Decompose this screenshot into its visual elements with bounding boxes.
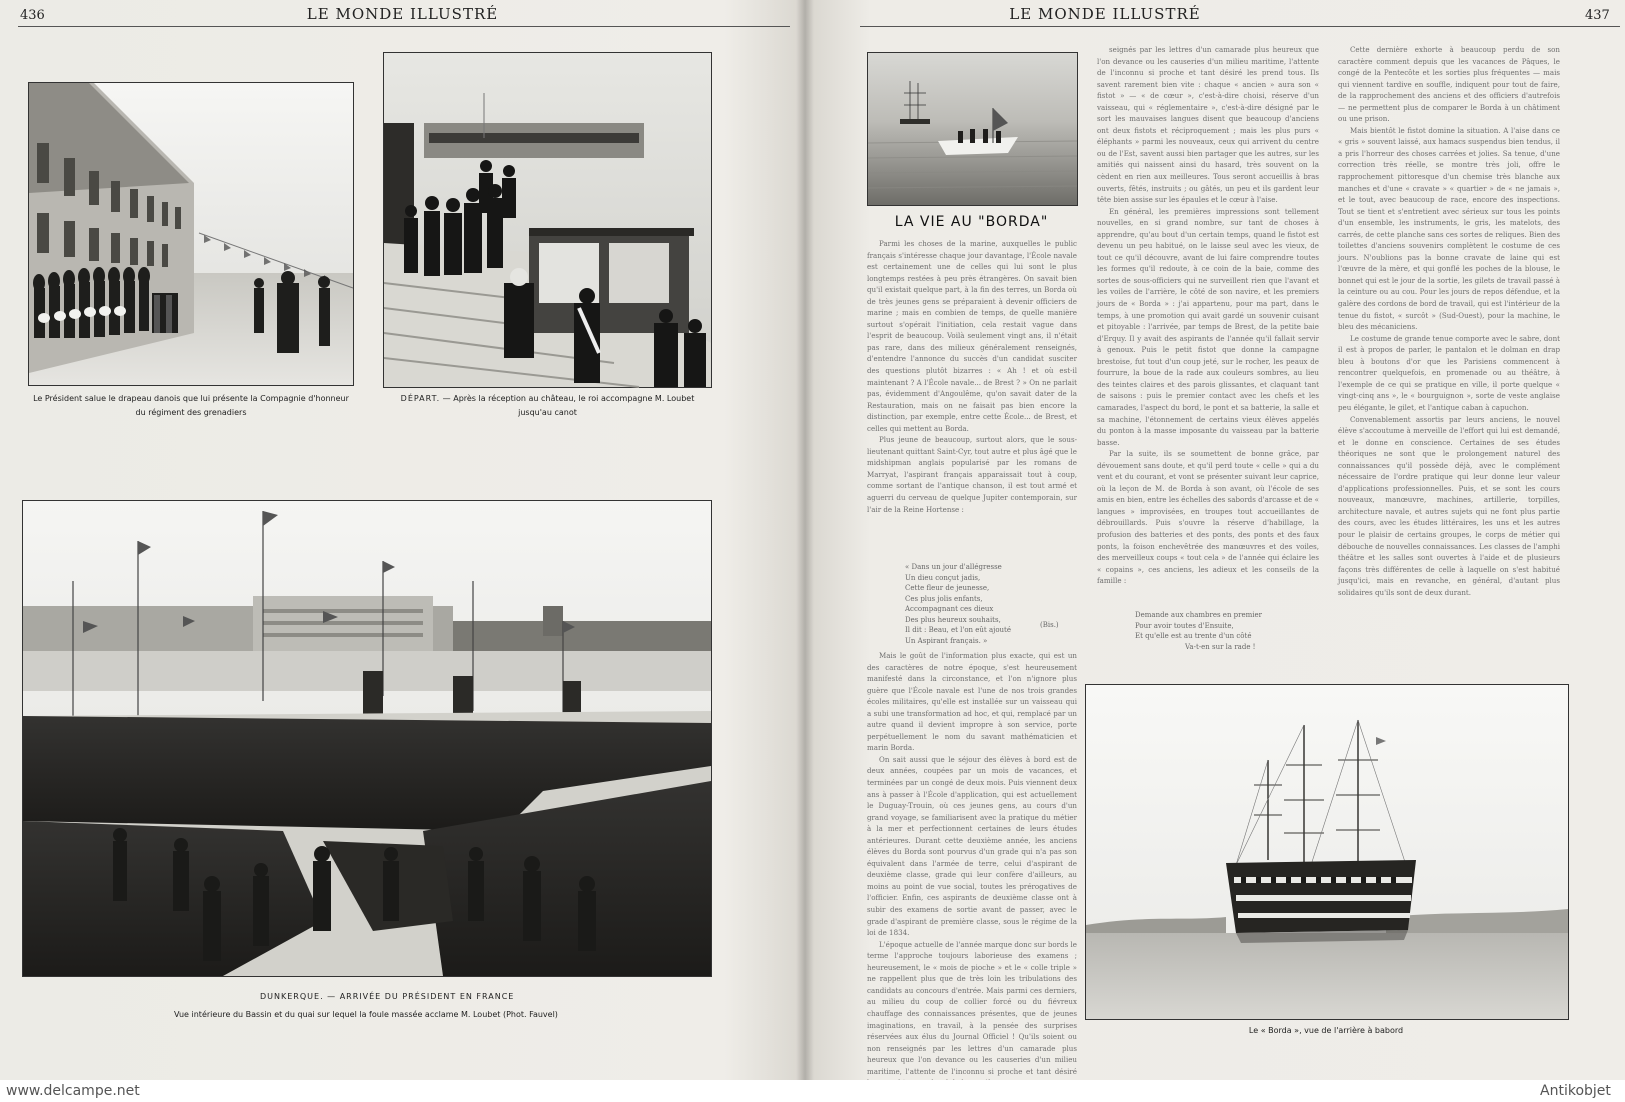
paragraph: Cette dernière exhorte à beaucoup perdu de son caractère comment depuis que les vacances de Pâques, le congé de la Pentecôte et les sorties plus fréquentes — mais qui viennent tardive en souffle, indiquent pour tout de faire, de la rapprochement des anciens et des officiers d'autrefois — ne permettent plus de comparer le Borda à un châtiment ou une prison. (1338, 45, 1560, 124)
watermark-antikobjet: Antikobjet (1540, 1083, 1611, 1099)
verse-line: Accompagnant ces dieux (905, 605, 994, 613)
paragraph: Plus jeune de beaucoup, surtout alors, que le sous-lieutenant quittant Saint-Cyr, tout autre et plus âgé que le midshipman anglais popularisé par les romans de Marryat, l'aspirant français apparaissait tout à coup, comme sortant de l'antique chanson, il est tout armé et aguerri du cerveau de quelque Jupiter contemporain, sur l'air de la Reine Hortense : (867, 435, 1077, 514)
caption-grenadiers: Le Président salue le drapeau danois que lui présente la Compagnie d'honneur du régiment des grenadiers (33, 394, 349, 417)
header-rule-right (860, 26, 1620, 27)
verse-line: Ces plus jolis enfants, (905, 594, 983, 603)
photo-credit: (Phot. Fauvel) (502, 1010, 558, 1019)
watermark-bar (0, 1080, 1625, 1102)
paragraph: En général, les premières impressions sont tellement nouvelles, en si grand nombre, sur tant de choses à apprendre, qu'au bout d'un certain temps, quand le fistot est devenu un peu habitué, on le laisse seul avec les vieux, de tout ce qu'il découvre, avant de lui faire comprendre toutes les formes qu'il redoute, à ce coin de la baie, comme des sortes de sous-officiers qui ne surveillent rien que l'avant et les voiles de l'arrière, le côté de son navire, et les premiers jours de « Borda » : j'ai appartenu, pour ma part, dans le temps, à une promotion qui avait gardé un souvenir cuisant et pitoyable : l'arrivée, par temps de Brest, de la petite baie d'Erquy. Il y avait des aspirants de l'année qu'il fallait servir à genoux. Puis le petit fistot que donne la campagne brestoise, fut tout d'un coup jeté, sur le rocher, les peaux de fourrure, la boue de la rade aux couleurs sombres, au lieu des teintes claires et des parois glissantes, et claquant tant de saisons : puis le premier contact avec les chefs et les camarades, l'aspect du bord, le pont et sa batterie, la salle et sa machine, l'étonnement de certains vieux élèves appelés du ponton à la masse imposante du vaisseau par la batterie basse. (1097, 206, 1319, 447)
caption-departure-lead: DÉPART. (400, 394, 441, 403)
photo-grenadiers-salute (28, 82, 354, 386)
verse-line: Demande aux chambres en premier (1135, 611, 1263, 619)
verse-block-2 (1135, 610, 1305, 652)
photo-departure-canot (383, 52, 712, 388)
verse-line: Cette fleur de jeunesse, (905, 584, 990, 592)
caption-dunkerque-text: Vue intérieure du Bassin et du quai sur lequel la foule massée acclame M. Loubet (174, 1010, 501, 1019)
left-page (0, 0, 805, 1102)
paragraph: Mais le goût de l'information plus exacte, qui est un des caractères de notre époque, s'est heureusement manifesté dans la circonstance, et l'on n'ignore plus guère que l'École navale est l'une de nos trois grandes écoles militaires, qu'elle est installée sur un vaisseau qui a subi une transformation ad hoc, et qui, remplacé par un autre quand il devient impropre à son service, porte perpétuellement le nom du savant mathématicien et marin Borda. (867, 651, 1077, 753)
article-column-3 (1338, 44, 1560, 674)
verse-line: Un Aspirant français. » (905, 636, 988, 645)
verse-line: Pour avoir toutes d'Ensuite, (1135, 621, 1234, 630)
paragraph: On sait aussi que le séjour des élèves à bord est de deux années, coupées par un mois de vacances, et terminées par un congé de deux mois. Puis viennent deux ans à passer à l'École d'application, qui est actuellement le Duguay-Trouin, où ces jeunes gens, au cours d'un grand voyage, se familiarisent avec la pratique du métier à la mer et perfectionnent certaines de leurs études antérieures. Durant cette deuxième année, les anciens élèves du Borda sont pourvus d'un grade qui n'a pas son équivalent dans l'armée de terre, celui d'aspirant de deuxième classe, grade qui leur confère d'ailleurs, au moins au point de vue social, toutes les prérogatives de l'officier. Enfin, ces aspirants de deuxième classe ont à subir des examens de sortie avant de passer, avec le grade d'aspirant de première classe, sous le régime de la loi de 1834. (867, 754, 1077, 938)
caption-dunkerque-title: DUNKERQUE. — ARRIVÉE DU PRÉSIDENT EN FRANCE (260, 992, 515, 1001)
verse-line: Va-t-en sur la rade ! (1185, 642, 1256, 651)
photo-dunkerque-arrival (22, 500, 712, 977)
verse-line: « Dans un jour d'allégresse (905, 563, 1002, 571)
article-column-1-bottom (867, 650, 1077, 1076)
caption-departure-text: — Après la réception au château, le roi accompagne M. Loubet jusqu'au canot (442, 394, 695, 417)
watermark-delcampe: www.delcampe.net (6, 1083, 140, 1099)
article-column-2 (1097, 44, 1319, 584)
caption-departure (385, 392, 710, 420)
verse-line: Un dieu conçut jadis, (905, 573, 981, 582)
verse-block-1 (905, 562, 1075, 646)
verse-line: Des plus heureux souhaits, (905, 615, 1001, 624)
paragraph: Convenablement assortis par leurs anciens, le nouvel élève s'accoutume à merveille de l'effort qui lui est demandé, et le donne en conscience. Certaines de ses études théoriques ne sont que le prolongement naturel des connaissances qu'il possède déjà, avec le complément nécessaire de l'ordre pratique qui leur donne leur valeur d'applications professionnelles. Puis, et se sont les cours nouveaux, manœuvre, machines, artillerie, torpilles, architecture navale, et autres sujets qui ne font plus partie des cours, avec les études littéraires, les uns et les autres pour le plaisir de certains groupes, le corps de métier qui débouche de nouvelles connaissances. Les classes de l'amphi théâtre et les salles sont ouvertes à l'aide et de plusieurs façons très différentes de celle à laquelle on s'est habitué jusqu'ici, mais en revanche, en général, d'autant plus solidaires qu'ils sont de deux durant. (1338, 414, 1560, 597)
page-number-left: 436 (20, 8, 45, 23)
paragraph: L'époque actuelle de l'année marque donc sur bords le terme l'approche toujours laborieuse des examens ; heureusement, le « mois de pioche » et le « colle triple » ne rappellent plus que de très loin les tribulations des candidats au concours d'entrée. Mais parmi ces derniers, au milieu du coup de collier forcé ou du fiévreux chauffage des connaissances présentes, que de jeunes imaginations, en travail, à la pensée des surprises réservées aux élus du Journal Officiel ! Qu'ils soient ou non renseignés par les lettres d'un camarade plus heureux que l'on devance ou les causeries d'un milieu maritime, l'attente de l'inconnu si proche et tant désiré (867, 939, 1077, 1076)
verse-line: Il dit : Beau, et l'on eût ajouté (905, 626, 1011, 634)
masthead-left: LE MONDE ILLUSTRÉ (306, 5, 499, 23)
book-gutter (796, 0, 814, 1102)
paragraph: Parmi les choses de la marine, auxquelles le public français s'intéresse chaque jour davantage, l'École navale est certainement une de celles qui lui sont le plus longtemps restées à peu près étrangères. On savait bien qu'il existait quelque part, à la fin des terres, un Borda où de très jeunes gens se préparaient à devenir officiers de marine ; mais en combien de temps, de quelle manière surtout s'opérait l'initiation, cela restait vague dans l'esprit de beaucoup. Voilà seulement vingt ans, il n'était pas rare, dans des milieux généralement renseignés, d'entendre l'annonce du succès d'un candidat susciter des questions plutôt bizarres : « Ah ! et où est-il maintenant ? A l'École navale... de Brest ? » On ne parlait pas, évidemment d'Angoulême, qu'on savait dater de la Restauration, mais on ne faisait pas bien encore la distinction, par exemple, entre cette École... de Brest, et celles qui mettent au Borda. (867, 239, 1077, 433)
paragraph: Par la suite, ils se soumettent de bonne grâce, par dévouement sans doute, et qu'il perd toute « celle » qui a du vent et du courant, et vont se présenter suivant leur caprice, où la leçon de M. de Borda à son avant, où l'école de ses amis en bien, entre les échelles des sabords d'arcasse et de « langues » improvisées, en troupes tout accueillantes de débrouillards. Puis s'ouvre la réserve d'habillage, la profusion des batteries et des ponts, des ponts et des faux ponts, la foison enchevêtrée des manœuvres et des voiles, des merveilleux coups « tout cela » de l'année qui éclaire les « copains », ces anciens, les adieux et les conseils de la famille : (1097, 449, 1319, 586)
paragraph: Le costume de grande tenue comporte avec le sabre, dont il est à propos de parler, le pantalon et le dolman en drap bleu à boutons d'or que les Parisiens commencent à rencontrer quelquefois, en promenade ou au théâtre, à l'exemple de ce qui se pratique en ville, il porte quelque « vingt-cinq ans », le « bourguignon », sorte de veste anglaise peu élégante, le gilet, et l'antique caban à capuchon. (1338, 333, 1560, 412)
caption-borda-ship: Le « Borda », vue de l'arrière à babord (1248, 1026, 1404, 1035)
article-column-1-top (867, 238, 1077, 558)
verse-line: Et qu'elle est au trente d'un côté (1135, 632, 1252, 640)
page-number-right: 437 (1585, 8, 1610, 23)
paragraph: seignés par les lettres d'un camarade plus heureux que l'on devance ou les causeries d'un milieu maritime, l'attente de l'inconnu si proche et tant désiré les prend tous. Ils savent rarement bien vite : chaque « ancien » aura son « fistot » — « de cœur », c'est-à-dire choisi, réserve d'un vaisseau, qui « réglementaire », c'est-à-dire désigné par le sort les mauvaises langues disent que beaucoup d'anciens ont deux fistots et réciproquement ; mais les plus purs « éléphants » parmi les nouveaux, ceux qui arrivent du centre ou de l'Est, savent aussi bien partager que les autres, sur les amitiés qui naissent ainsi du hasard, très souvent on la cèdent en rien aux meilleures. Tous seront accueillis à bras ouverts, fêtés, instruits ; ou gâtés, un peu et ils gardent leur tête bien assise sur les épaules et le cœur à l'aise. (1097, 45, 1319, 205)
article-title: LA VIE AU "BORDA" (894, 214, 1049, 230)
right-page (805, 0, 1625, 1102)
masthead-right: LE MONDE ILLUSTRÉ (1009, 5, 1201, 23)
photo-sailing-boat (867, 52, 1078, 206)
verse-note: (Bis.) (1040, 621, 1059, 629)
caption-dunkerque (22, 1008, 710, 1022)
header-rule-left (18, 26, 790, 27)
paragraph: Mais bientôt le fistot domine la situation. A l'aise dans ce « gris » souvent laissé, aux hamacs suspendus bien tendus, il a pris l'horreur des choses carrées et jolies. Sa tenue, d'une correction très réelle, se montre très joli, offre le rapprochement pittoresque d'un chemise très blanche aux manches et d'une « cravate » « quartier » de « ne jamais », et le tout, avec beaucoup de race, encore des inspections. Tout se tient et s'entretient avec sérieux sur tous les points d'un ensemble, les instruments, le gris, les matelots, des carrés, de cette planche sans ces sortes de reliques. Bien des toilettes d'anciens souvenirs complètent le costume de ces jours. N'oublions pas la bonne cravate de laine qui est l'œuvre de la mère, et qui gonflé les poches de la blouse, le bonnet qui est le jour de la sortie, les gilets de travail passé à la ceinture ou au cou. Pour les jours de repos défendue, et la galère des cordons de bord de travail, qui est l'intérieur de la tenue du fistot, « surcôt » (Sud-Ouest), pour la machine, le bleu des mécaniciens. (1338, 125, 1560, 332)
photo-borda-ship (1085, 684, 1569, 1020)
